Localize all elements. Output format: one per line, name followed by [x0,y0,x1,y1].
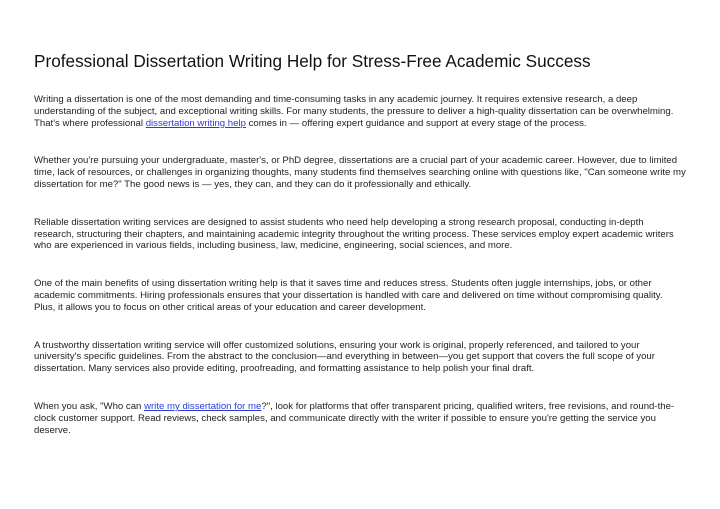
paragraph-intro [34,94,686,129]
paragraph-benefits: One of the main benefits of using dissertation writing help is that it saves time and reduces stress. Students often juggle internships, jobs, or other academic commitments. Hiring professionals ensures that your dissertation is handled with care and delivered on time without compromising quality. Plus, it allows you to focus on other critical areas of your education and career development. [34,278,663,313]
page-title: Professional Dissertation Writing Help for Stress-Free Academic Success [34,51,591,71]
paragraph-intro-text-before: Writing a dissertation is one of the most demanding and time-consuming tasks in any academic journey. It requires extensive research, a deep understanding of the subject, and exceptional writing skills. For many students, the pressure to deliver a high-quality dissertation can be overwhelming. That's where professional [34,94,674,129]
paragraph-closing-text-before: When you ask, "Who can [34,400,145,412]
write-my-dissertation-link[interactable]: write my dissertation for me [144,400,262,412]
dissertation-writing-help-link[interactable]: dissertation writing help [145,117,246,129]
paragraph-degree: Whether you're pursuing your undergraduate, master's, or PhD degree, dissertations are a crucial part of your academic career. However, due to limited time, lack of resources, or challenges in organizing thoughts, many students find themselves searching online with questions like, "Can someone write my dissertation for me?" The good news is — yes, they can, and they can do it professionally and ethically. [34,155,686,190]
paragraph-intro-text-after: comes in — offering expert guidance and support at every stage of the process. [245,117,587,129]
paragraph-services: Reliable dissertation writing services are designed to assist students who need help developing a strong research proposal, conducting in-depth research, structuring their chapters, and maintaining academic integrity throughout the writing process. These services employ expert academic writers who are experienced in various fields, including business, law, medicine, engineering, social sciences, and more. [34,216,674,252]
paragraph-customized: A trustworthy dissertation writing service will offer customized solutions, ensuring your work is original, properly referenced, and tailored to your university's specific guidelines. From the abstract to the conclusion—and everything in between—you get support that covers the full scope of your dissertation. Many services also provide editing, proofreading, and formatting assistance to help polish your final draft. [34,339,655,375]
paragraph-closing-text-after: ?", look for platforms that offer transparent pricing, qualified writers, free revisions, and round-the-clock customer support. Read reviews, check samples, and communicate directly with the writer if possible to ensure you're getting the service you deserve. [34,400,675,436]
paragraph-closing [34,401,686,436]
